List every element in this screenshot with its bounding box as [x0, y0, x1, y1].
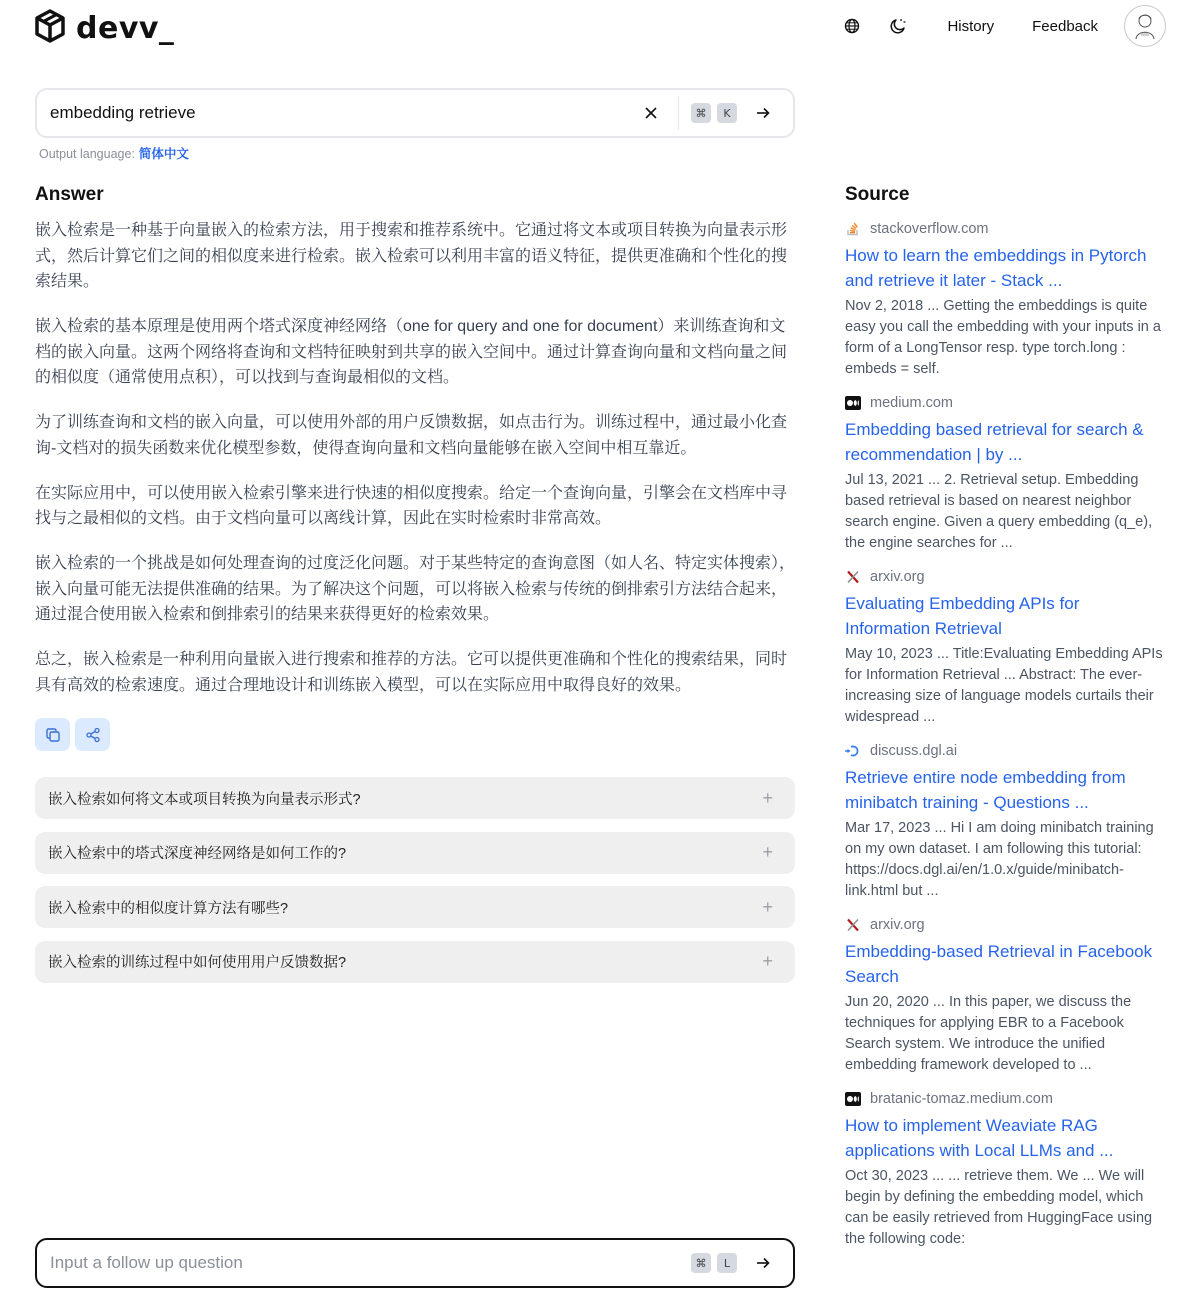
related-question-label: 嵌入检索中的相似度计算方法有哪些? [48, 900, 289, 917]
share-icon [85, 727, 101, 743]
globe-icon[interactable] [841, 15, 863, 37]
related-question-label: 嵌入检索如何将文本或项目转换为向量表示形式? [48, 791, 361, 808]
related-question-item[interactable] [35, 777, 795, 819]
related-questions [35, 777, 795, 995]
source-title-link[interactable]: Evaluating Embedding APIs for Information Retrieval [845, 594, 1080, 638]
answer-actions [35, 718, 110, 751]
plus-icon: + [762, 787, 773, 808]
plus-icon: + [762, 896, 773, 917]
source-site [845, 1088, 1165, 1110]
search-bar [35, 88, 795, 138]
source-site [845, 914, 1165, 936]
top-nav [841, 5, 1166, 47]
shortcut-key-k: K [717, 103, 737, 123]
source-snippet: May 10, 2023 ... Title:Evaluating Embedding APIs for Information Retrieval ... Abstract: The ever-increasing size of language models curtails their widespread ... [845, 646, 1163, 725]
source-title-link[interactable]: Retrieve entire node embedding from minibatch training - Questions ... [845, 768, 1126, 812]
follow-up-input[interactable] [37, 1253, 691, 1273]
plus-icon: + [762, 951, 773, 971]
source-site [845, 566, 1165, 588]
arxiv-icon [845, 569, 861, 585]
source-title-link[interactable]: How to learn the embeddings in Pytorch and retrieve it later - Stack ... [845, 246, 1147, 290]
answer-paragraph: 总之，嵌入检索是一种利用向量嵌入进行搜索和推荐的方法。它可以提供更准确和个性化的搜索结果，同时具有高效的检索速度。通过合理地设计和训练嵌入模型，可以在实际应用中取得良好的效果。 [35, 651, 788, 694]
source-item [845, 740, 1165, 902]
sources-title: Source [845, 184, 910, 205]
shortcut-key-cmd: ⌘ [691, 1253, 711, 1273]
arrow-right-icon [756, 107, 770, 119]
source-title-link[interactable]: Embedding based retrieval for search & recommendation | by ... [845, 420, 1144, 464]
medium-icon [845, 395, 861, 411]
source-site-name: medium.com [870, 395, 953, 411]
divider [678, 96, 679, 130]
logo-text: devv_ [76, 11, 175, 46]
copy-icon [45, 727, 61, 743]
answer-paragraph: 嵌入检索的基本原理是使用两个塔式深度神经网络（one for query and one for document）来训练查询和文档的嵌入向量。这两个网络将查询和文档特征映射到共享的嵌入空间中。通过计算查询向量和文档向量之间的相似度（通常使用点积），可以找到与查询最相似的文档。 [35, 318, 788, 386]
history-link[interactable]: History [947, 17, 995, 35]
avatar[interactable] [1124, 5, 1166, 47]
shortcut-key-cmd: ⌘ [691, 103, 711, 123]
dgl-icon [845, 743, 861, 759]
related-question-label: 嵌入检索的训练过程中如何使用用户反馈数据? [48, 955, 347, 971]
plus-icon: + [762, 842, 773, 862]
theme-toggle-icon[interactable] [887, 15, 909, 37]
source-snippet: Jun 20, 2020 ... In this paper, we discuss the techniques for applying EBR to a Facebook Search system. We introduce the unified embedding framework developed to ... [845, 994, 1132, 1073]
follow-up-submit-button[interactable] [749, 1249, 777, 1277]
search-input[interactable] [37, 103, 636, 123]
source-item [845, 392, 1165, 554]
answer-title: Answer [35, 184, 104, 205]
related-question-label: 嵌入检索中的塔式深度神经网络是如何工作的? [48, 846, 347, 862]
top-bar [0, 0, 1200, 56]
arxiv-icon [845, 917, 861, 933]
related-question-item[interactable] [35, 941, 795, 983]
related-question-item[interactable] [35, 886, 795, 928]
source-snippet: Jul 13, 2021 ... 2. Retrieval setup. Embedding based retrieval is based on nearest neighbor search engine. Given a query embedding (q_e), the engine searches for ... [845, 472, 1153, 551]
source-snippet: Oct 30, 2023 ... ... retrieve them. We ... We will begin by defining the embedding model, which can be easily retrieved from HuggingFace using the following code: [845, 1168, 1153, 1247]
source-title-link[interactable]: Embedding-based Retrieval in Facebook Search [845, 942, 1153, 986]
source-snippet: Nov 2, 2018 ... Getting the embeddings is quite easy you call the embedding with your inputs in a form of a LongTensor resp. type torch.long : embeds = self. [845, 298, 1161, 377]
source-title-link[interactable]: How to implement Weaviate RAG applications with Local LLMs and ... [845, 1116, 1114, 1160]
answer-paragraph: 为了训练查询和文档的嵌入向量，可以使用外部的用户反馈数据，如点击行为。训练过程中，通过最小化查询-文档对的损失函数来优化模型参数，使得查询向量和文档向量能够在嵌入空间中相互靠近。 [35, 414, 788, 457]
source-site-name: arxiv.org [870, 917, 925, 933]
clear-search-button[interactable] [636, 98, 666, 128]
output-language-label: Output language: [39, 147, 135, 161]
source-snippet: Mar 17, 2023 ... Hi I am doing minibatch training on my own dataset. I am following this tutorial: https://docs.dgl.ai/en/1.0.x/guide/minibatch-link.html but ... [845, 820, 1154, 899]
source-item [845, 566, 1165, 728]
output-language [39, 144, 189, 162]
source-site [845, 218, 1165, 240]
sources-list [845, 218, 1165, 1262]
shortcut-key-l: L [717, 1253, 737, 1273]
medium-icon [845, 1091, 861, 1107]
related-question-item[interactable] [35, 832, 795, 874]
source-site [845, 740, 1165, 762]
close-icon [645, 107, 657, 119]
answer-paragraph: 在实际应用中，可以使用嵌入检索引擎来进行快速的相似度搜索。给定一个查询向量，引擎会在文档库中寻找与之最相似的文档。由于文档向量可以离线计算，因此在实时检索时非常高效。 [35, 484, 788, 527]
copy-button[interactable] [35, 718, 70, 751]
source-item [845, 218, 1165, 380]
source-item [845, 1088, 1165, 1250]
stackoverflow-icon [845, 221, 861, 237]
source-site-name: arxiv.org [870, 569, 925, 585]
follow-up-bar [35, 1238, 795, 1288]
answer-body [35, 218, 795, 718]
search-submit-button[interactable] [749, 99, 777, 127]
devv-cube-icon [34, 9, 66, 48]
arrow-right-icon [756, 1257, 770, 1269]
feedback-link[interactable]: Feedback [1032, 17, 1098, 35]
answer-paragraph: 嵌入检索是一种基于向量嵌入的检索方法，用于搜索和推荐系统中。它通过将文本或项目转换为向量表示形式，然后计算它们之间的相似度来进行检索。嵌入检索可以利用丰富的语义特征，提供更准确和个性化的搜索结果。 [35, 222, 788, 290]
output-language-select[interactable]: 简体中文 [138, 147, 189, 161]
source-site-name: discuss.dgl.ai [870, 743, 958, 759]
logo[interactable] [34, 9, 174, 48]
source-item [845, 914, 1165, 1076]
source-site [845, 392, 1165, 414]
source-site-name: bratanic-tomaz.medium.com [870, 1091, 1053, 1107]
source-site-name: stackoverflow.com [870, 221, 989, 237]
answer-paragraph: 嵌入检索的一个挑战是如何处理查询的过度泛化问题。对于某些特定的查询意图（如人名、特定实体搜索），嵌入向量可能无法提供准确的结果。为了解决这个问题，可以将嵌入检索与传统的倒排索引方法结合起来，通过混合使用嵌入检索和倒排索引的结果来获得更好的检索效果。 [35, 555, 796, 623]
share-button[interactable] [75, 718, 110, 751]
